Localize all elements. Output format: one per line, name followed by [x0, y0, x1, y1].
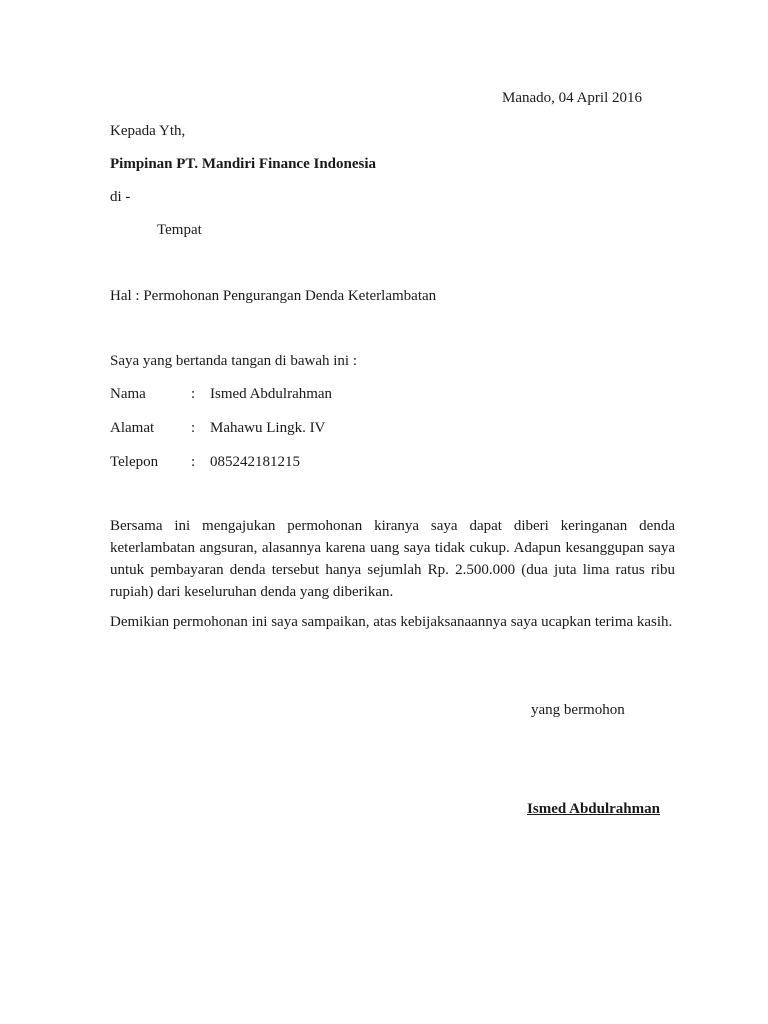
recipient-di: di - [110, 189, 131, 205]
recipient-greeting: Kepada Yth, [110, 123, 186, 139]
signatory-name: Ismed Abdulrahman [527, 801, 660, 817]
date-line: Manado, 04 April 2016 [502, 90, 642, 106]
field-label: Alamat [110, 420, 155, 436]
field-value: Mahawu Lingk. IV [210, 420, 326, 436]
field-colon: : [191, 454, 196, 470]
closing-line: yang bermohon [531, 702, 625, 718]
body-paragraph-1: Bersama ini mengajukan permohonan kiranya saya dapat diberi keringanan denda keterlambatan angsuran, alasannya karena uang saya tidak cukup. Adapun kesanggupan saya untuk pembayaran denda tersebut hanya sejumlah Rp. 2.500.000 (dua juta lima ratus ribu rupiah) dari keseluruhan denda yang diberikan. [110, 518, 675, 600]
field-label: Nama [110, 386, 146, 402]
field-row-alamat [0, 417, 768, 439]
recipient-name: Pimpinan PT. Mandiri Finance Indonesia [110, 156, 377, 172]
field-row-nama [0, 383, 768, 405]
recipient-place: Tempat [157, 222, 202, 238]
field-row-telepon [0, 451, 768, 473]
field-value: Ismed Abdulrahman [210, 386, 333, 402]
field-value: 085242181215 [210, 454, 300, 470]
field-label: Telepon [110, 454, 159, 470]
field-colon: : [191, 386, 196, 402]
subject-line: Hal : Permohonan Pengurangan Denda Keterlambatan [110, 288, 437, 304]
intro-line: Saya yang bertanda tangan di bawah ini : [110, 353, 358, 369]
field-colon: : [191, 420, 196, 436]
body-paragraph-2: Demikian permohonan ini saya sampaikan, atas kebijaksanaannya saya ucapkan terima kasih. [110, 614, 673, 630]
